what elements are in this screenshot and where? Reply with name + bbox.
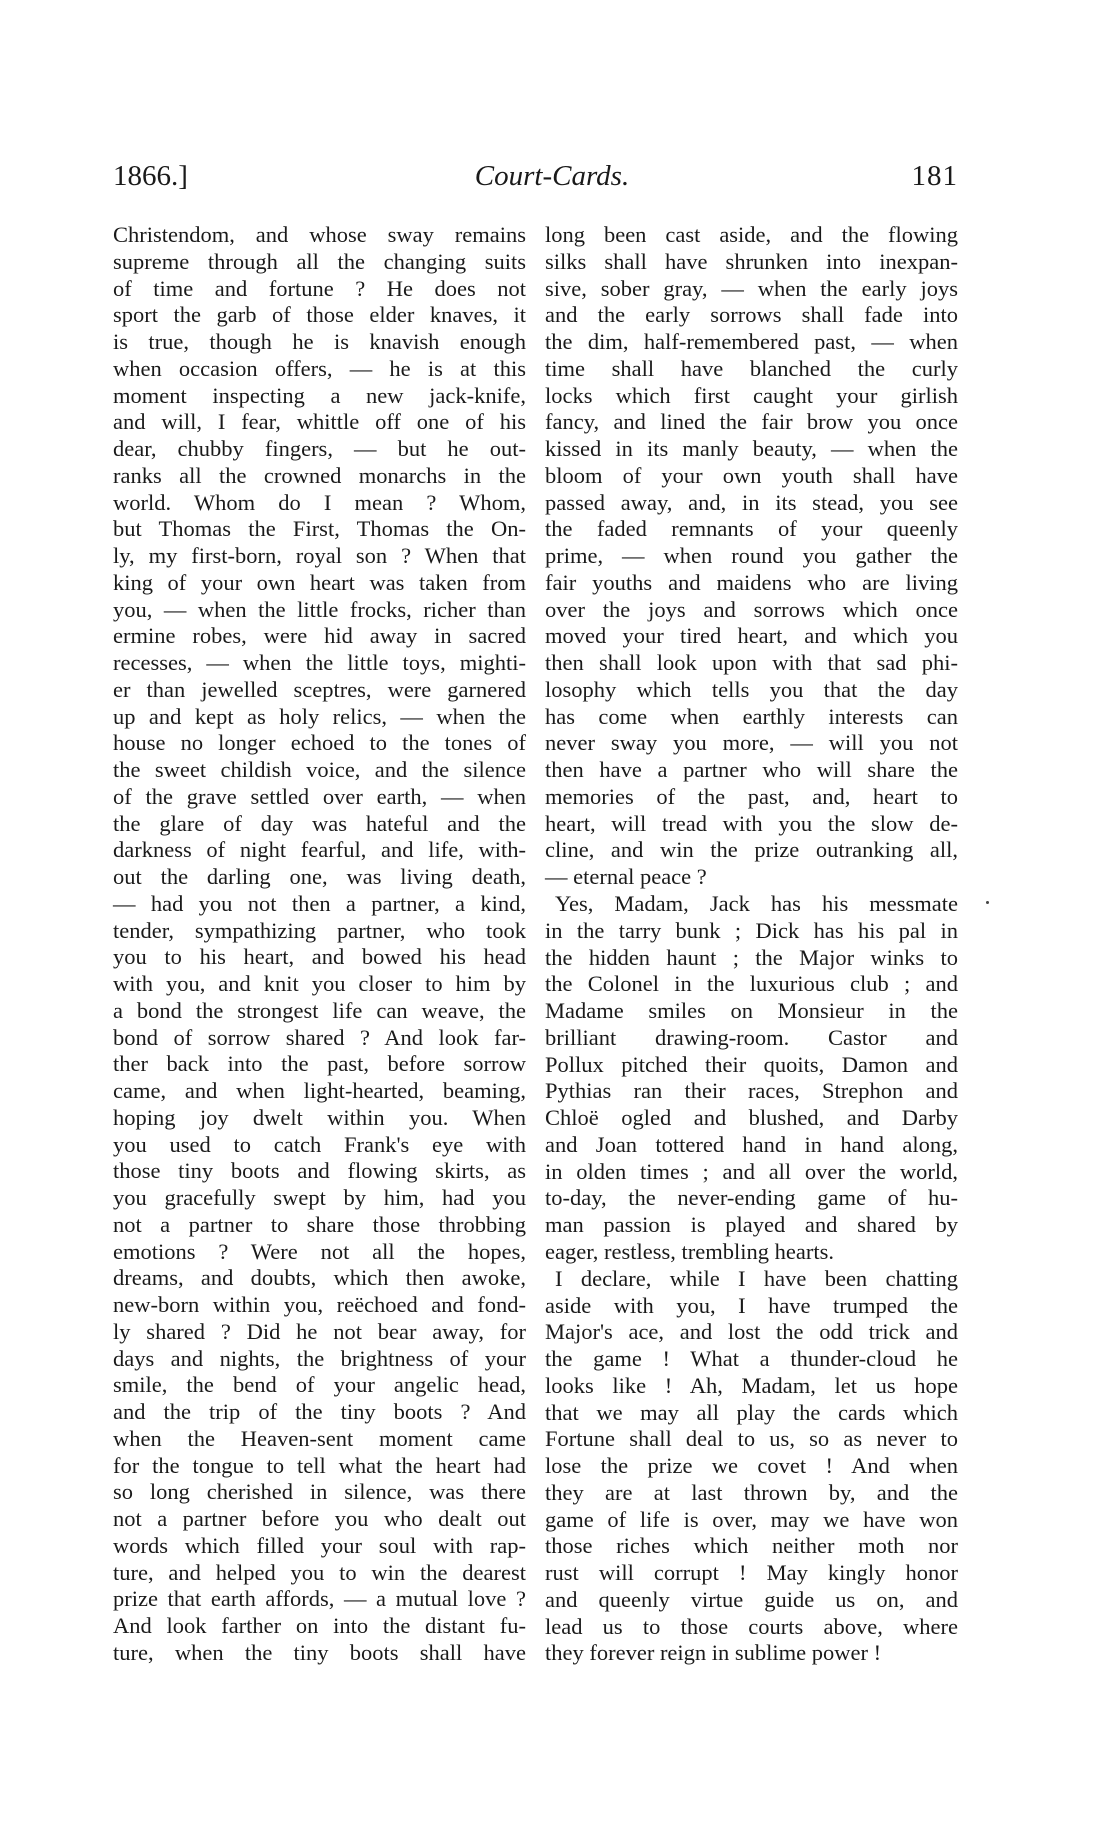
- text-line: world. Whom do I mean ? Whom,: [113, 489, 526, 515]
- text-line: eager, restless, trembling hearts.: [545, 1238, 834, 1264]
- text-line: then have a partner who will share the: [545, 757, 958, 782]
- text-line: brilliant drawing-room. Castor and: [545, 1024, 958, 1050]
- text-line: you used to catch Frank's eye with: [113, 1131, 526, 1157]
- text-line: bloom of your own youth shall have: [545, 462, 958, 488]
- text-line: and queenly virtue guide us on, and: [545, 1586, 958, 1612]
- text-line: prize that earth affords, — a mutual love ?: [113, 1586, 526, 1612]
- text-line: bond of sorrow shared ? And look far-: [113, 1024, 526, 1050]
- text-line: And look farther on into the distant fu-: [113, 1613, 526, 1638]
- text-line: the dim, half-remembered past, — when: [545, 329, 958, 354]
- text-line: smile, the bend of your angelic head,: [113, 1372, 526, 1398]
- text-line: ranks all the crowned monarchs in the: [113, 462, 526, 488]
- text-line: in olden times ; and all over the world,: [545, 1158, 958, 1184]
- text-line: recesses, — when the little toys, mighti-: [113, 650, 526, 675]
- text-line: is true, though he is knavish enough: [113, 329, 526, 354]
- text-line: that we may all play the cards which: [545, 1399, 958, 1425]
- text-line: darkness of night fearful, and life, with-: [113, 837, 526, 863]
- text-line: and will, I fear, whittle off one of his: [113, 409, 526, 435]
- text-line: Pollux pitched their quoits, Damon and: [545, 1051, 958, 1077]
- text-line: when occasion offers, — he is at this: [113, 355, 526, 381]
- text-line: you gracefully swept by him, had you: [113, 1185, 526, 1210]
- text-line: dear, chubby fingers, — but he out-: [113, 436, 526, 461]
- text-line: fancy, and lined the fair brow you once: [545, 409, 958, 435]
- text-line: for the tongue to tell what the heart had: [113, 1452, 526, 1478]
- text-line: er than jewelled sceptres, were garnered: [113, 676, 526, 702]
- text-line: when the Heaven-sent moment came: [113, 1425, 526, 1451]
- print-speck: [986, 901, 989, 904]
- left-column: [113, 222, 526, 1667]
- text-line: the sweet childish voice, and the silence: [113, 757, 526, 782]
- text-line: sive, sober gray, — when the early joys: [545, 275, 958, 301]
- text-line: Chloë ogled and blushed, and Darby: [545, 1105, 958, 1131]
- text-line: moment inspecting a new jack-knife,: [113, 382, 526, 408]
- text-line: — eternal peace ?: [545, 864, 707, 889]
- text-line: those riches which neither moth nor: [545, 1533, 958, 1559]
- text-line: cline, and win the prize outranking all,: [545, 837, 958, 863]
- text-line: you to his heart, and bowed his head: [113, 944, 526, 970]
- text-line: and the early sorrows shall fade into: [545, 302, 958, 328]
- text-line: they are at last thrown by, and the: [545, 1479, 958, 1505]
- text-line: then shall look upon with that sad phi-: [545, 650, 958, 675]
- paragraph: [545, 1266, 958, 1667]
- text-line: supreme through all the changing suits: [113, 248, 526, 274]
- text-line: emotions ? Were not all the hopes,: [113, 1238, 526, 1264]
- text-line: rust will corrupt ! May kingly honor: [545, 1560, 958, 1586]
- text-line: fair youths and maidens who are living: [545, 569, 958, 595]
- text-line: silks shall have shrunken into inexpan-: [545, 248, 958, 274]
- text-line: and Joan tottered hand in hand along,: [545, 1131, 958, 1157]
- text-line: the game ! What a thunder-cloud he: [545, 1346, 958, 1372]
- text-line: — had you not then a partner, a kind,: [113, 890, 526, 916]
- text-line: lead us to those courts above, where: [545, 1613, 958, 1639]
- text-line: new-born within you, reëchoed and fond-: [113, 1292, 526, 1317]
- text-line: hoping joy dwelt within you. When: [113, 1104, 526, 1130]
- text-line: to-day, the never-ending game of hu-: [545, 1185, 958, 1211]
- text-line: ermine robes, were hid away in sacred: [113, 623, 526, 649]
- text-line: locks which first caught your girlish: [545, 382, 958, 408]
- text-line: up and kept as holy relics, — when the: [113, 703, 526, 729]
- text-line: moved your tired heart, and which you: [545, 623, 958, 649]
- text-line: out the darling one, was living death,: [113, 864, 526, 889]
- text-line: over the joys and sorrows which once: [545, 596, 958, 622]
- text-line: never sway you more, — will you not: [545, 730, 958, 756]
- text-line: ly, my first-born, royal son ? When that: [113, 543, 526, 568]
- text-line: king of your own heart was taken from: [113, 569, 526, 595]
- text-line: a bond the strongest life can weave, the: [113, 997, 526, 1023]
- running-head-year: 1866.]: [113, 160, 188, 192]
- text-line: game of life is over, may we have won: [545, 1506, 958, 1532]
- text-line: sport the garb of those elder knaves, it: [113, 302, 526, 328]
- text-line: the hidden haunt ; the Major winks to: [545, 944, 958, 970]
- text-line: you, — when the little frocks, richer than: [113, 596, 526, 622]
- text-line: heart, will tread with you the slow de-: [545, 810, 958, 836]
- text-line: with you, and knit you closer to him by: [113, 971, 526, 996]
- text-line: ture, when the tiny boots shall have: [113, 1639, 526, 1665]
- text-line: man passion is played and shared by: [545, 1212, 958, 1238]
- text-line: prime, — when round you gather the: [545, 543, 958, 568]
- text-line: memories of the past, and, heart to: [545, 783, 958, 809]
- right-column: [545, 222, 958, 1667]
- text-line: long been cast aside, and the flowing: [545, 222, 958, 247]
- text-line: ther back into the past, before sorrow: [113, 1051, 526, 1077]
- text-line: and the trip of the tiny boots ? And: [113, 1399, 526, 1424]
- text-line: ture, and helped you to win the dearest: [113, 1559, 526, 1585]
- paragraph: [545, 891, 958, 1266]
- text-line: aside with you, I have trumped the: [545, 1292, 958, 1318]
- text-line: house no longer echoed to the tones of: [113, 730, 526, 756]
- text-line: kissed in its manly beauty, — when the: [545, 436, 958, 461]
- text-line: Major's ace, and lost the odd trick and: [545, 1319, 958, 1345]
- text-line: losophy which tells you that the day: [545, 676, 958, 702]
- text-line: not a partner before you who dealt out: [113, 1506, 526, 1531]
- text-line: they forever reign in sublime power !: [545, 1640, 882, 1666]
- text-line: days and nights, the brightness of your: [113, 1345, 526, 1371]
- text-line: has come when earthly interests can: [545, 703, 958, 729]
- text-line: I declare, while I have been chatting: [555, 1265, 958, 1291]
- text-line: Pythias ran their races, Strephon and: [545, 1078, 958, 1104]
- text-line: lose the prize we covet ! And when: [545, 1453, 958, 1479]
- text-line: the Colonel in the luxurious club ; and: [545, 971, 958, 997]
- text-line: of the grave settled over earth, — when: [113, 783, 526, 809]
- text-line: but Thomas the First, Thomas the On-: [113, 516, 526, 542]
- text-line: not a partner to share those throbbing: [113, 1211, 526, 1237]
- text-line: Yes, Madam, Jack has his messmate: [555, 891, 958, 917]
- text-line: Fortune shall deal to us, so as never to: [545, 1426, 958, 1452]
- text-line: the glare of day was hateful and the: [113, 810, 526, 836]
- text-line: in the tarry bunk ; Dick has his pal in: [545, 917, 958, 943]
- page-number: 181: [911, 160, 958, 192]
- text-line: so long cherished in silence, was there: [113, 1479, 526, 1505]
- text-line: tender, sympathizing partner, who took: [113, 917, 526, 943]
- text-line: ly shared ? Did he not bear away, for: [113, 1318, 526, 1344]
- text-line: the faded remnants of your queenly: [545, 516, 958, 542]
- text-line: dreams, and doubts, which then awoke,: [113, 1265, 526, 1291]
- running-head-title: Court-Cards.: [474, 160, 630, 192]
- text-line: Christendom, and whose sway remains: [113, 222, 526, 247]
- text-line: time shall have blanched the curly: [545, 355, 958, 381]
- text-line: looks like ! Ah, Madam, let us hope: [545, 1372, 958, 1398]
- text-line: passed away, and, in its stead, you see: [545, 489, 958, 515]
- paragraph: [545, 222, 958, 891]
- text-line: Madame smiles on Monsieur in the: [545, 998, 958, 1024]
- text-line: came, and when light-hearted, beaming,: [113, 1078, 526, 1103]
- text-line: of time and fortune ? He does not: [113, 275, 526, 301]
- text-line: those tiny boots and flowing skirts, as: [113, 1158, 526, 1184]
- text-line: words which filled your soul with rap-: [113, 1532, 526, 1558]
